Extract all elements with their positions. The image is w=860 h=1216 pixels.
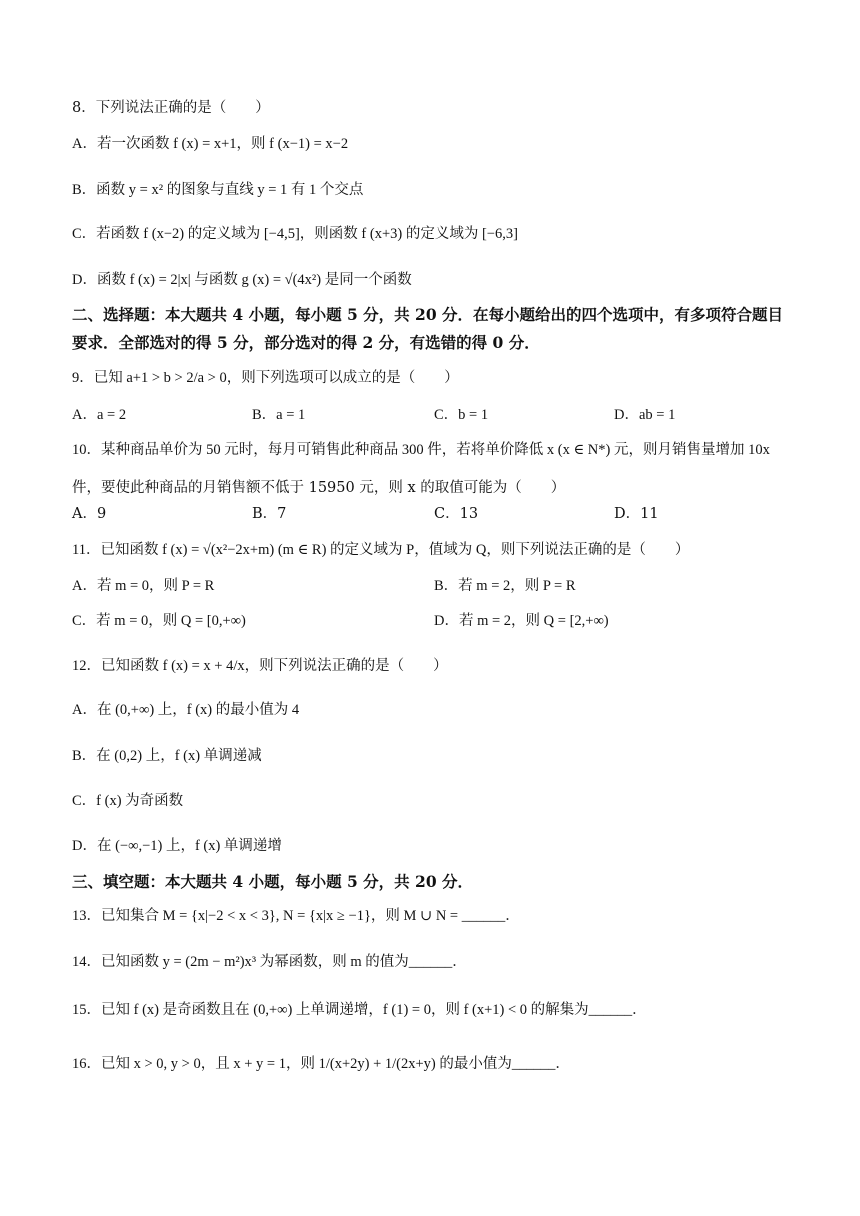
q9-option-a: A．a = 2 [72, 407, 127, 423]
q12-option-a: A．在 (0,+∞) 上，f (x) 的最小值为 4 [72, 702, 300, 718]
q10-stem-line1: 10．某种商品单价为 50 元时，每月可销售此种商品 300 件，若将单价降低 x (x ∈ N*) 元，则月销售量增加 10x [72, 442, 770, 458]
q11-option-d: D．若 m = 2，则 Q = [2,+∞) [434, 613, 609, 629]
q13: 13．已知集合 M = {x|−2 < x < 3}, N = {x|x ≥ −1}，则 M ∪ N = ______． [72, 908, 520, 924]
section3-heading: 三、填空题：本大题共 4 小题，每小题 5 分，共 20 分． [72, 872, 474, 891]
section2-heading: 二、选择题：本大题共 4 小题，每小题 5 分，共 20 分．在每小题给出的四个选项中，有多项符合题目要求．全部选对的得 5 分，部分选对的得 2 分，有选错的得 0 分． [72, 305, 784, 352]
q8-stem: 8．下列说法正确的是（ ） [72, 100, 270, 116]
q9-option-b: B．a = 1 [252, 407, 306, 423]
q11-option-a: A．若 m = 0，则 P = R [72, 578, 215, 594]
q10-option-c: C．13 [434, 506, 479, 522]
q10-option-a: A．9 [72, 506, 107, 522]
q11-stem: 11．已知函数 f (x) = √(x²−2x+m) (m ∈ R) 的定义域为 P，值域为 Q，则下列说法正确的是（ ） [72, 542, 690, 558]
q10-option-b: B．7 [252, 506, 287, 522]
q10-option-d: D．11 [614, 506, 659, 522]
q8-option-b: B．函数 y = x² 的图象与直线 y = 1 有 1 个交点 [72, 182, 364, 198]
q9-stem: 9．已知 a+1 > b > 2/a > 0，则下列选项可以成立的是（ ） [72, 370, 459, 386]
q12-stem: 12．已知函数 f (x) = x + 4/x，则下列说法正确的是（ ） [72, 658, 448, 674]
q15: 15．已知 f (x) 是奇函数且在 (0,+∞) 上单调递增，f (1) = 0，则 f (x+1) < 0 的解集为______． [72, 1002, 647, 1018]
q16: 16．已知 x > 0, y > 0，且 x + y = 1，则 1/(x+2y) + 1/(2x+y) 的最小值为______． [72, 1056, 570, 1072]
q9-option-c: C．b = 1 [434, 407, 489, 423]
q8-option-d: D．函数 f (x) = 2|x| 与函数 g (x) = √(4x²) 是同一个函数 [72, 272, 412, 288]
q12-option-b: B．在 (0,2) 上，f (x) 单调递减 [72, 748, 262, 764]
q11-option-b: B．若 m = 2，则 P = R [434, 578, 576, 594]
q11-option-c: C．若 m = 0，则 Q = [0,+∞) [72, 613, 246, 629]
q9-option-d: D．ab = 1 [614, 407, 676, 423]
q8-option-c: C．若函数 f (x−2) 的定义域为 [−4,5]，则函数 f (x+3) 的定义域为 [−6,3] [72, 226, 518, 242]
q12-option-c: C．f (x) 为奇函数 [72, 793, 184, 809]
q10-stem-line2: 件，要使此种商品的月销售额不低于 15950 元，则 x 的取值可能为（ ） [72, 480, 566, 496]
q8-option-a: A．若一次函数 f (x) = x+1，则 f (x−1) = x−2 [72, 136, 349, 152]
q12-option-d: D．在 (−∞,−1) 上，f (x) 单调递增 [72, 838, 282, 854]
q14: 14．已知函数 y = (2m − m²)x³ 为幂函数，则 m 的值为______． [72, 954, 467, 970]
